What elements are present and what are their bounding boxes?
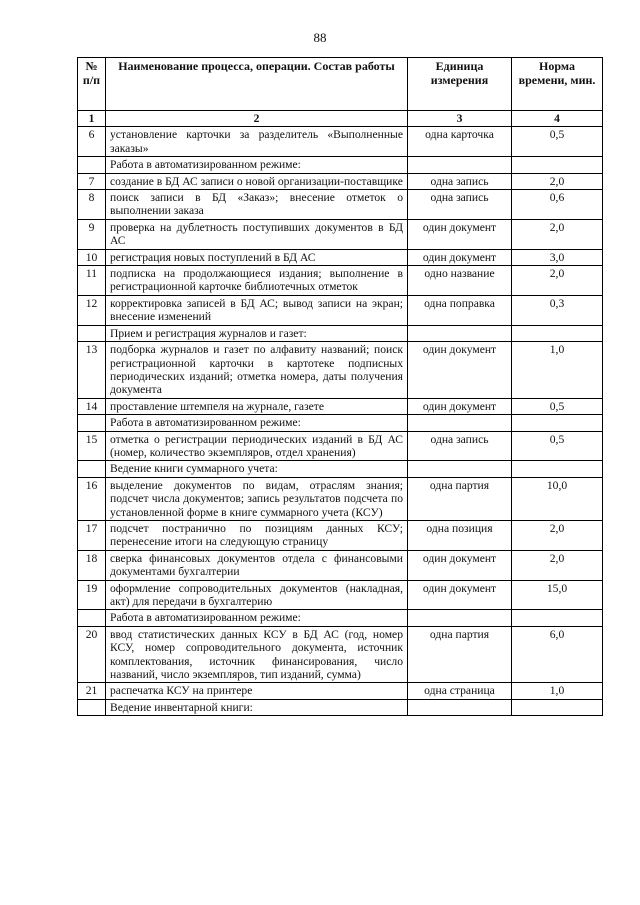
table-row bbox=[78, 266, 603, 296]
section-title: Ведение книги суммарного учета: bbox=[106, 461, 408, 477]
row-norm: 0,6 bbox=[512, 190, 603, 220]
row-number: 16 bbox=[78, 477, 106, 520]
row-unit bbox=[408, 325, 512, 341]
header-num: № п/п bbox=[78, 58, 106, 111]
section-row bbox=[78, 699, 603, 715]
row-description: подборка журналов и газет по алфавиту названий; поиск регистрационной карточки в картотеке подписных периодических изданий; отметка номера, даты получения документа bbox=[106, 342, 408, 399]
row-description: проставление штемпеля на журнале, газете bbox=[106, 398, 408, 414]
table-row bbox=[78, 127, 603, 157]
row-number bbox=[78, 325, 106, 341]
header-unit: Единица измерения bbox=[408, 58, 512, 111]
row-description: поиск записи в БД «Заказ»; внесение отметок о выполнении заказа bbox=[106, 190, 408, 220]
header-norm: Норма времени, мин. bbox=[512, 58, 603, 111]
row-norm bbox=[512, 699, 603, 715]
row-number: 15 bbox=[78, 431, 106, 461]
row-norm: 0,5 bbox=[512, 431, 603, 461]
row-unit: один документ bbox=[408, 398, 512, 414]
row-norm bbox=[512, 415, 603, 431]
row-unit: одна карточка bbox=[408, 127, 512, 157]
row-number: 7 bbox=[78, 173, 106, 189]
table-row bbox=[78, 295, 603, 325]
column-number: 1 bbox=[78, 111, 106, 127]
table-row bbox=[78, 398, 603, 414]
section-title: Работа в автоматизированном режиме: bbox=[106, 415, 408, 431]
section-title: Прием и регистрация журналов и газет: bbox=[106, 325, 408, 341]
row-unit bbox=[408, 157, 512, 173]
row-description: отметка о регистрации периодических изданий в БД АС (номер, количество экземпляров, отдел хранения) bbox=[106, 431, 408, 461]
row-norm: 0,5 bbox=[512, 127, 603, 157]
row-number: 21 bbox=[78, 683, 106, 699]
table-row bbox=[78, 477, 603, 520]
row-norm bbox=[512, 461, 603, 477]
row-norm: 6,0 bbox=[512, 626, 603, 683]
section-title: Ведение инвентарной книги: bbox=[106, 699, 408, 715]
row-unit: один документ bbox=[408, 249, 512, 265]
row-number: 9 bbox=[78, 219, 106, 249]
table-row bbox=[78, 580, 603, 610]
table-row bbox=[78, 190, 603, 220]
row-number: 14 bbox=[78, 398, 106, 414]
row-number: 6 bbox=[78, 127, 106, 157]
table-row bbox=[78, 249, 603, 265]
row-norm: 2,0 bbox=[512, 550, 603, 580]
row-number: 8 bbox=[78, 190, 106, 220]
row-norm bbox=[512, 325, 603, 341]
row-description: оформление сопроводительных документов (накладная, акт) для передачи в бухгалтерию bbox=[106, 580, 408, 610]
section-row bbox=[78, 461, 603, 477]
row-number bbox=[78, 699, 106, 715]
row-norm: 0,5 bbox=[512, 398, 603, 414]
page-number: 88 bbox=[313, 30, 327, 45]
row-norm bbox=[512, 157, 603, 173]
section-row bbox=[78, 610, 603, 626]
table-row bbox=[78, 520, 603, 550]
row-norm bbox=[512, 610, 603, 626]
row-description: подписка на продолжающиеся издания; выполнение в регистрационной карточке библиотечных отметок bbox=[106, 266, 408, 296]
row-description: распечатка КСУ на принтере bbox=[106, 683, 408, 699]
column-number: 2 bbox=[106, 111, 408, 127]
table-row bbox=[78, 626, 603, 683]
row-description: проверка на дублетность поступивших документов в БД АС bbox=[106, 219, 408, 249]
row-unit: одна страница bbox=[408, 683, 512, 699]
row-unit: один документ bbox=[408, 219, 512, 249]
row-description: сверка финансовых документов отдела с финансовыми документами бухгалтерии bbox=[106, 550, 408, 580]
row-norm: 2,0 bbox=[512, 266, 603, 296]
table-row bbox=[78, 342, 603, 399]
row-description: регистрация новых поступлений в БД АС bbox=[106, 249, 408, 265]
row-norm: 1,0 bbox=[512, 342, 603, 399]
row-norm: 2,0 bbox=[512, 520, 603, 550]
row-norm: 2,0 bbox=[512, 173, 603, 189]
row-number: 17 bbox=[78, 520, 106, 550]
row-description: выделение документов по видам, отраслям знания; подсчет числа документов; запись результатов подсчета по установленной форме в книге суммарного учета (КСУ) bbox=[106, 477, 408, 520]
table-header-row bbox=[78, 58, 603, 111]
column-number: 3 bbox=[408, 111, 512, 127]
table-row bbox=[78, 431, 603, 461]
table-row bbox=[78, 683, 603, 699]
row-unit: одна запись bbox=[408, 431, 512, 461]
row-number: 11 bbox=[78, 266, 106, 296]
row-number: 19 bbox=[78, 580, 106, 610]
row-unit: один документ bbox=[408, 580, 512, 610]
row-unit: одна поправка bbox=[408, 295, 512, 325]
row-number: 12 bbox=[78, 295, 106, 325]
row-description: создание в БД АС записи о новой организации-поставщике bbox=[106, 173, 408, 189]
table-row bbox=[78, 550, 603, 580]
row-number: 13 bbox=[78, 342, 106, 399]
row-description: ввод статистических данных КСУ в БД АС (год, номер КСУ, номер сопроводительного документа, источник комплектования, источник финансирования, число названий, число экземпляров, тип изданий, сумма) bbox=[106, 626, 408, 683]
row-description: корректировка записей в БД АС; вывод записи на экран; внесение изменений bbox=[106, 295, 408, 325]
row-norm: 2,0 bbox=[512, 219, 603, 249]
row-number: 20 bbox=[78, 626, 106, 683]
row-number bbox=[78, 461, 106, 477]
row-number bbox=[78, 415, 106, 431]
time-norms-table bbox=[77, 57, 603, 716]
section-title: Работа в автоматизированном режиме: bbox=[106, 610, 408, 626]
column-number-row bbox=[78, 111, 603, 127]
row-unit: один документ bbox=[408, 342, 512, 399]
table-row bbox=[78, 173, 603, 189]
header-name: Наименование процесса, операции. Состав работы bbox=[106, 58, 408, 111]
row-number: 10 bbox=[78, 249, 106, 265]
row-unit: одно название bbox=[408, 266, 512, 296]
row-unit: одна партия bbox=[408, 626, 512, 683]
row-unit bbox=[408, 415, 512, 431]
row-unit: одна партия bbox=[408, 477, 512, 520]
row-description: установление карточки за разделитель «Выполненные заказы» bbox=[106, 127, 408, 157]
row-norm: 3,0 bbox=[512, 249, 603, 265]
row-unit: одна позиция bbox=[408, 520, 512, 550]
table-row bbox=[78, 219, 603, 249]
row-unit: одна запись bbox=[408, 190, 512, 220]
section-row bbox=[78, 415, 603, 431]
section-row bbox=[78, 325, 603, 341]
section-row bbox=[78, 157, 603, 173]
row-number: 18 bbox=[78, 550, 106, 580]
row-unit: один документ bbox=[408, 550, 512, 580]
row-description: подсчет постранично по позициям данных КСУ; перенесение итоги на следующую страницу bbox=[106, 520, 408, 550]
column-number: 4 bbox=[512, 111, 603, 127]
row-norm: 0,3 bbox=[512, 295, 603, 325]
section-title: Работа в автоматизированном режиме: bbox=[106, 157, 408, 173]
row-norm: 1,0 bbox=[512, 683, 603, 699]
row-number bbox=[78, 610, 106, 626]
row-number bbox=[78, 157, 106, 173]
row-norm: 10,0 bbox=[512, 477, 603, 520]
row-unit: одна запись bbox=[408, 173, 512, 189]
row-unit bbox=[408, 461, 512, 477]
row-unit bbox=[408, 699, 512, 715]
table-body bbox=[78, 127, 603, 716]
row-norm: 15,0 bbox=[512, 580, 603, 610]
row-unit bbox=[408, 610, 512, 626]
